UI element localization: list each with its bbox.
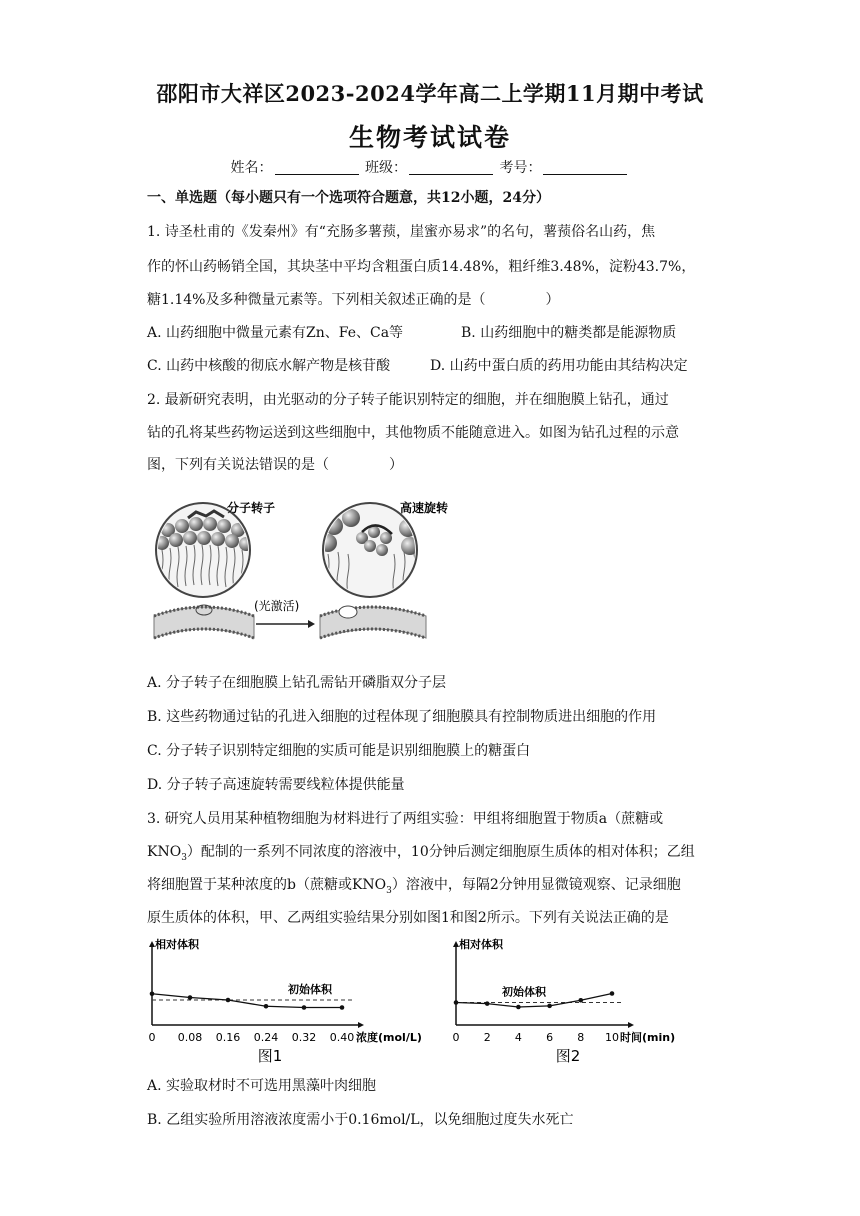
light-activation-label: (光激活) [254, 599, 300, 613]
chart-figure-2 [444, 935, 714, 1065]
student-info-row [0, 157, 860, 177]
x-tick-label: 2 [483, 1031, 491, 1044]
q1-line-3: 糖1.14%及多种微量元素等。下列相关叙述正确的是（ ） [147, 292, 560, 308]
exam-no-label: 考号： [499, 160, 542, 176]
q2-option-d: D. 分子转子高速旋转需要线粒体提供能量 [147, 777, 405, 793]
q2-line-2: 钻的孔将某些药物运送到这些细胞中，其他物质不能随意进入。如图为钻孔过程的示意 [147, 425, 679, 441]
data-point [610, 991, 615, 996]
rotor-closeup-right [319, 503, 419, 597]
data-point [579, 998, 584, 1003]
x-tick-label: 0 [148, 1031, 156, 1044]
x-tick-label: 0.08 [177, 1031, 203, 1044]
data-point [485, 1001, 490, 1006]
x-tick-label: 4 [514, 1031, 522, 1044]
q3-line-1: 3. 研究人员用某种植物细胞为材料进行了两组实验：甲组将细胞置于物质a（蔗糖或 [147, 811, 664, 827]
membrane-right [320, 606, 426, 638]
x-tick-label: 0.24 [253, 1031, 279, 1044]
q2-option-a: A. 分子转子在细胞膜上钻孔需钻开磷脂双分子层 [147, 675, 447, 691]
exam-no-blank[interactable] [543, 174, 627, 175]
q3-line-3: 将细胞置于某种浓度的b（蔗糖或$KNO_3$）溶液中，每隔2分钟用显微镜观察、记录细胞 [147, 877, 681, 896]
data-point [302, 1005, 307, 1010]
spin-label: 高速旋转 [400, 501, 449, 515]
x-axis-arrow-icon [628, 1022, 634, 1028]
x-tick-label: 10 [605, 1031, 619, 1044]
chart-figure-1 [140, 935, 440, 1065]
name-label: 姓名： [230, 160, 273, 176]
q1-line-2: 作的怀山药畅销全国，其块茎中平均含粗蛋白质14.48%，粗纤维3.48%，淀粉43.7%， [147, 259, 696, 275]
q2-line-1: 2. 最新研究表明，由光驱动的分子转子能识别特定的细胞，并在细胞膜上钻孔，通过 [147, 392, 669, 408]
data-point [264, 1004, 269, 1009]
section-heading: 一、单选题（每小题只有一个选项符合题意，共12小题，24分） [147, 190, 550, 206]
q3-line-2: $KNO_3$）配制的一系列不同浓度的溶液中，10分钟后测定细胞原生质体的相对体积；乙组 [147, 844, 695, 863]
membrane-left [154, 605, 254, 638]
q2-line-3: 图，下列有关说法错误的是（ ） [147, 457, 403, 473]
reference-label: 初始体积 [288, 983, 332, 996]
q3-option-a: A. 实验取材时不可选用黑藻叶肉细胞 [147, 1078, 377, 1094]
q1-line-1: 1. 诗圣杜甫的《发秦州》有“充肠多薯蓣，崖蜜亦易求”的名句，薯蓣俗名山药，焦 [147, 224, 656, 240]
x-tick-label: 0 [452, 1031, 460, 1044]
x-axis-label: 时间(min) [620, 1031, 676, 1044]
q1-option-c: C. 山药中核酸的彻底水解产物是核苷酸 [147, 358, 391, 374]
x-tick-label: 0.32 [291, 1031, 317, 1044]
y-axis-label: 相对体积 [459, 938, 503, 951]
reference-label: 初始体积 [502, 985, 546, 999]
x-tick-label: 0.16 [215, 1031, 241, 1044]
q3-line-4: 原生质体的体积，甲、乙两组实验结果分别如图1和图2所示。下列有关说法正确的是 [147, 910, 669, 926]
class-label: 班级： [365, 160, 407, 176]
q1-option-a: A. 山药细胞中微量元素有Zn、Fe、Ca等 [147, 325, 404, 341]
rotor-label: 分子转子 [227, 501, 276, 515]
molecular-rotor-figure [148, 488, 449, 654]
arrow-icon [256, 620, 315, 628]
q2-option-c: C. 分子转子识别特定细胞的实质可能是识别细胞膜上的糖蛋白 [147, 743, 531, 759]
class-blank[interactable] [409, 174, 493, 175]
x-axis-arrow-icon [358, 1022, 364, 1028]
data-point [188, 995, 193, 1000]
q1-option-d: D. 山药中蛋白质的药用功能由其结构决定 [430, 358, 688, 374]
chart-caption: 图1 [257, 1047, 283, 1065]
data-point [454, 1000, 459, 1005]
data-point [516, 1005, 521, 1010]
q2-option-b: B. 这些药物通过钻的孔进入细胞的过程体现了细胞膜具有控制物质进出细胞的作用 [147, 709, 657, 725]
data-point [226, 998, 231, 1003]
exam-title: 邵阳市大祥区2023-2024学年高二上学期11月期中考试 [156, 81, 704, 106]
data-point [340, 1005, 345, 1010]
rotor-closeup-left [155, 503, 253, 597]
x-tick-label: 8 [577, 1031, 585, 1044]
x-tick-label: 6 [546, 1031, 554, 1044]
x-tick-label: 0.40 [329, 1031, 355, 1044]
chart-caption: 图2 [555, 1047, 581, 1065]
data-point [547, 1004, 552, 1009]
data-point [150, 991, 155, 996]
y-axis-label: 相对体积 [155, 938, 199, 951]
q1-option-b: B. 山药细胞中的糖类都是能源物质 [461, 325, 677, 341]
x-axis-label: 浓度(mol/L) [356, 1031, 422, 1044]
q3-option-b: B. 乙组实验所用溶液浓度需小于0.16mol/L，以免细胞过度失水死亡 [147, 1112, 574, 1128]
exam-subtitle: 生物考试试卷 [348, 123, 511, 152]
name-blank[interactable] [275, 174, 359, 175]
